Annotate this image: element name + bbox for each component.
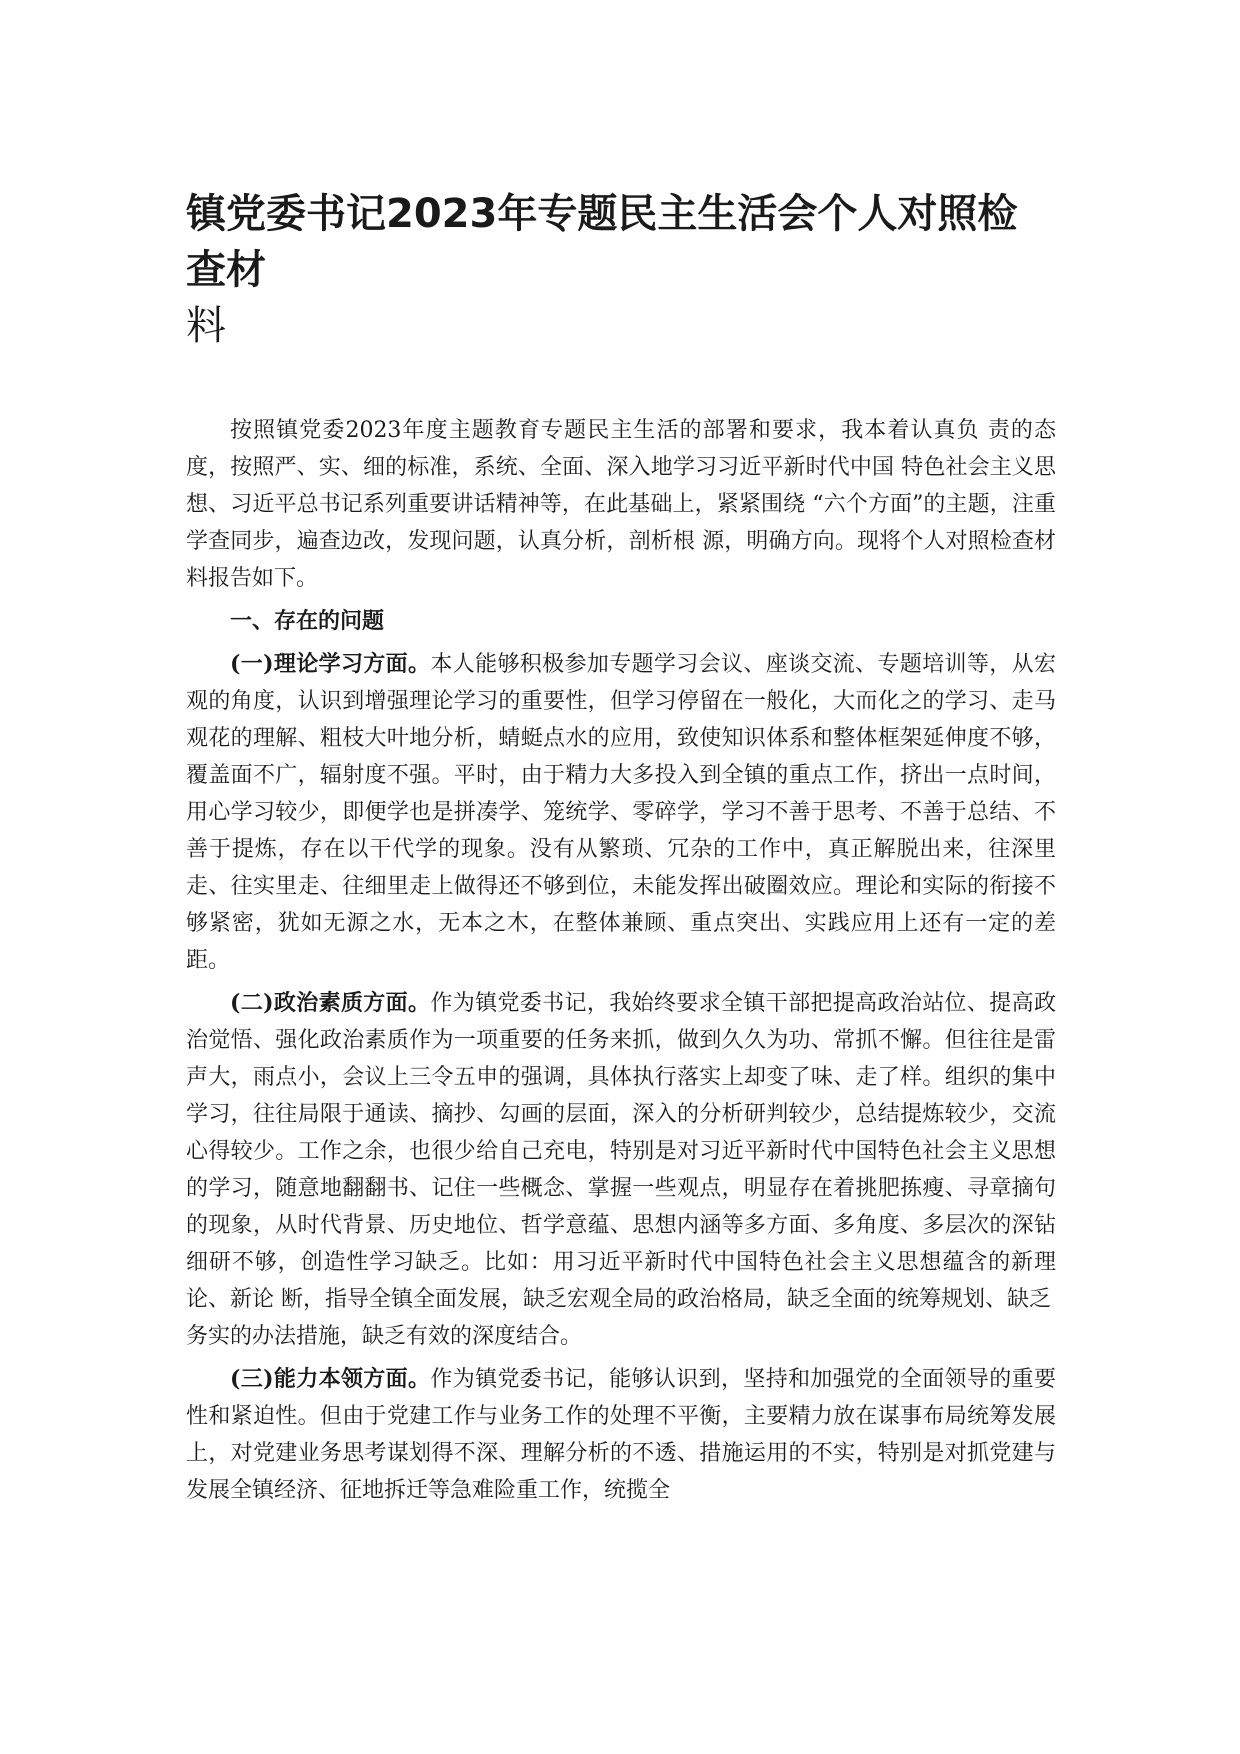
title-tail: 料 xyxy=(186,303,226,349)
subsection-continuation: 务实的办法措施，缺乏有效的深度结合。 xyxy=(186,1324,583,1349)
subsection-text: 本人能够积极参加专题学习会议、座谈交流、专题培训等，从宏观的角度，认识到增强理论学习的重要性，但学习停留在一般化，大而化之的学习、走马观花的理解、粗枝大叶地分析，蜻蜓点水的应用，致使知识体系和整体框架延伸度不够，覆盖面不广，辐射度不强。平时，由于精力大多投入到全镇的重点工作，挤出一点时间，用心学习较少，即便学也是拼凑学、笼统学、零碎学，学习不善于思考、不善于总结、不善于提炼，存在以干代学的现象。没有从繁琐、冗杂的工作中，真正解脱出来，往深里走、往实里走、往细里走上做得还不够到位，未能发挥出破圈效应。理论和实际的衔接不够紧密，犹如无源之水，无本之木，在整体兼顾、重点突出、实践应用上还有一定的差距。 xyxy=(186,652,1056,973)
subsection-text: 作为镇党委书记，能够认识到，坚持和加强党的全面领导的重要性和紧迫性。但由于党建工作与业务工作的处理不平衡，主要精力放在谋事布局统筹发展上，对党建业务思考谋划得不深、理解分析的不透、措施运用的不实，特别是对抓党建与发展全镇经济、征地拆迁等急难险重工作，统揽全 xyxy=(186,1367,1056,1503)
subsection-lead: (三)能力本领方面。 xyxy=(230,1366,431,1392)
intro-paragraph: 按照镇党委2023年度主题教育专题民主生活的部署和要求，我本着认真负 责的态度，按照严、实、细的标准，系统、全面、深入地学习习近平新时代中国 特色社会主义思想、习近平总书记系列重要讲话精神等，在此基础上，紧紧围绕 “六个方面”的主题，注重学查同步，遍查边改，发现问题，认真分析，剖析根 源，明确方向。现将个人对照检查材料报告如下。 xyxy=(186,418,1056,591)
document-page xyxy=(186,186,1056,1509)
subsection-lead: (二)政治素质方面。 xyxy=(230,990,431,1016)
subsection-text: 作为镇党委书记，我始终要求全镇干部把提高政治站位、提高政治觉悟、强化政治素质作为一项重要的任务来抓，做到久久为功、常抓不懈。但往往是雷声大，雨点小，会议上三令五申的强调，具体执行落实上却变了味、走了样。组织的集中学习，往往局限于通读、摘抄、勾画的层面，深入的分析研判较少，总结提炼较少，交流心得较少。工作之余，也很少给自己充电，特别是对习近平新时代中国特色社会主义思想的学习，随意地翻翻书、记住一些概念、掌握一些观点，明显存在着挑肥拣瘦、寻章摘句的现象，从时代背景、历史地位、哲学意蕴、思想内涵等多方面、多角度、多层次的深钻细研不够，创造性学习缺乏。比如：用习近平新时代中国特色社会主义思想蕴含的新理论、新论 断，指导全镇全面发展，缺乏宏观全局的政治格局，缺乏全面的统筹规划、缺乏 xyxy=(186,991,1056,1312)
subsection-ability xyxy=(186,1361,1056,1509)
section-heading-problems: 一、存在的问题 xyxy=(230,608,385,634)
title-main: 镇党委书记2023年专题民主生活会个人对照检查材 xyxy=(186,191,1018,293)
subsection-lead: (一)理论学习方面。 xyxy=(230,651,431,677)
document-title xyxy=(186,186,1056,354)
subsection-theory-study xyxy=(186,646,1056,979)
subsection-political-quality xyxy=(186,985,1056,1318)
